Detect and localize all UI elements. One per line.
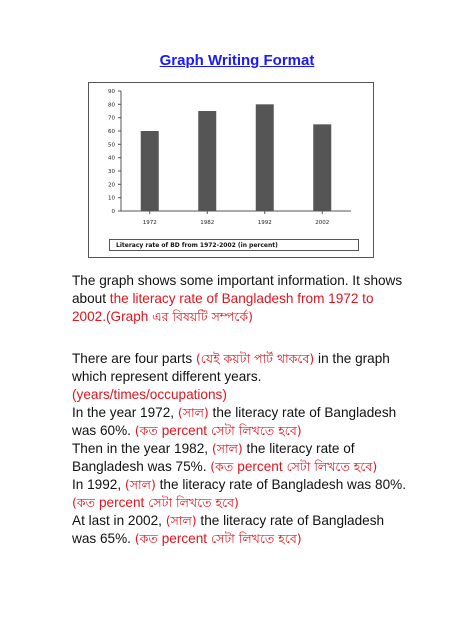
year-1982-hint-b: percent: [237, 459, 283, 474]
year-1982-hint-a: (কত: [210, 459, 238, 474]
chart-caption: Literacy rate of BD from 1972-2002 (in percent): [109, 239, 359, 251]
parts-examples: (years/times/occupations): [72, 387, 227, 402]
y-tick-label: 40: [108, 155, 115, 162]
y-tick-label: 70: [108, 115, 115, 122]
year-2002-hint-c: সেটা লিখতে হবে): [207, 531, 302, 546]
intro-bengali-note: এর বিষয়টি সম্পর্কে): [152, 309, 254, 324]
year-1992-hint-a: (কত: [72, 495, 99, 510]
year-1992-note: (সাল): [124, 477, 156, 492]
year-1972-hint-a: (কত: [134, 423, 162, 438]
year-2002-hint-a: (কত: [134, 531, 162, 546]
bar: [256, 104, 274, 211]
year-1982-note: (সাল): [211, 441, 243, 456]
parts-text: There are four parts: [72, 351, 196, 366]
y-tick-label: 50: [108, 142, 115, 149]
year-1982-hint-c: সেটা লিখতে হবে): [282, 459, 378, 474]
y-tick-label: 60: [108, 129, 115, 135]
y-tick-label: 90: [108, 89, 115, 95]
bar: [198, 111, 216, 211]
year-2002-hint-b: percent: [161, 531, 208, 546]
bar-chart: [88, 82, 374, 258]
x-tick-label: 1982: [200, 220, 215, 226]
intro-highlight: the literacy rate of Bangladesh from 1972 to 2002.(Graph: [72, 291, 374, 324]
x-tick-label: 1972: [142, 220, 157, 226]
bar: [313, 124, 331, 211]
year-1972-hint-b: percent: [161, 423, 208, 438]
paragraph-intro: [72, 272, 407, 326]
year-1992-hint-b: percent: [98, 495, 145, 510]
intro-text: The graph shows some important information. It shows about: [72, 273, 403, 306]
parts-bengali-note: (যেই কয়টা পার্ট থাকবে): [195, 351, 315, 366]
x-tick-label: 1992: [257, 220, 272, 226]
x-tick-label: 2002: [315, 220, 330, 226]
y-tick-label: 30: [108, 169, 115, 175]
year-1972-rate: the literacy rate of Bangladesh was 60%.: [72, 405, 397, 438]
year-1982-rate: the literacy rate of Bangladesh was 75%.: [72, 441, 355, 474]
year-1992-text: In 1992,: [72, 477, 125, 492]
year-2002-text: At last in 2002,: [72, 513, 166, 528]
year-1992-rate: the literacy rate of Bangladesh was 80%.: [155, 477, 406, 492]
year-1972-text: In the year 1972,: [72, 405, 178, 420]
year-1992-hint-c: সেটা লিখতে হবে): [144, 495, 239, 510]
parts-text-cont: in the graph which represent different years.: [72, 351, 390, 384]
year-1972-hint-c: সেটা লিখতে হবে): [207, 423, 302, 438]
year-2002-rate: the literacy rate of Bangladesh was 65%.: [72, 513, 385, 546]
bar: [141, 131, 159, 211]
y-tick-label: 20: [108, 182, 115, 189]
y-tick-label: 0: [111, 209, 115, 215]
page-title: Graph Writing Format: [159, 52, 315, 69]
y-tick-label: 80: [108, 102, 115, 109]
year-2002-note: (সাল): [165, 513, 197, 528]
year-1972-note: (সাল): [177, 405, 209, 420]
paragraph-details: [72, 350, 407, 548]
year-1982-text: Then in the year 1982,: [72, 441, 212, 456]
y-tick-label: 10: [108, 195, 115, 202]
chart-svg: [89, 83, 373, 257]
